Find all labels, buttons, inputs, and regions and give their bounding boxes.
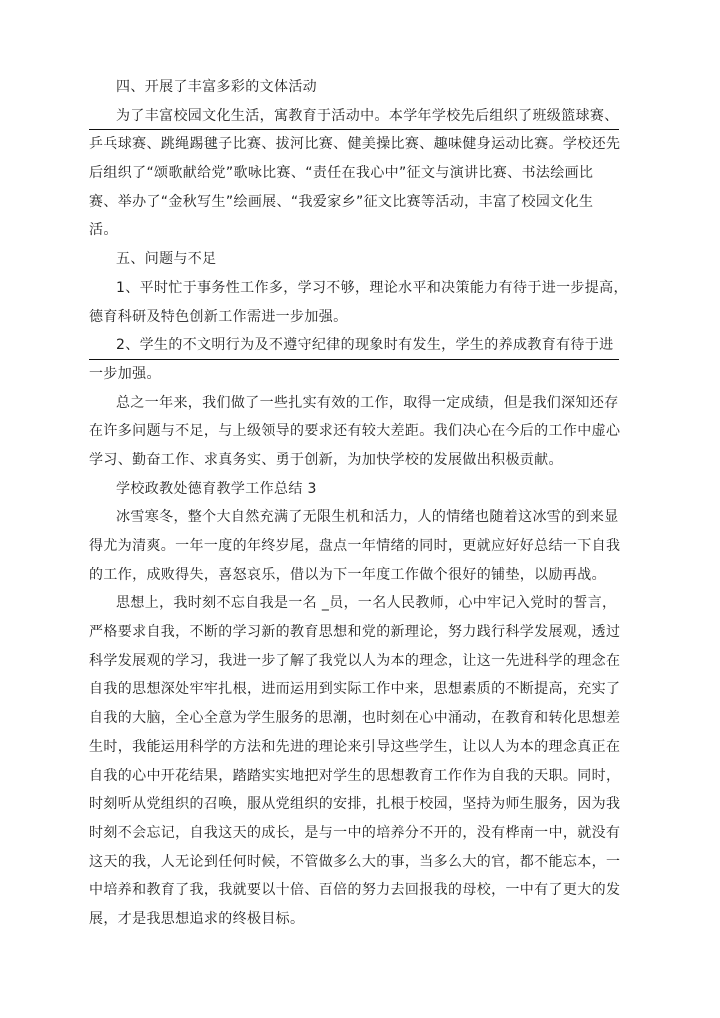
- paragraph-first-line: 五、问题与不足: [116, 251, 217, 268]
- paragraph-line: 自我的思想深处牢牢扎根，进而运用到实际工作中来，思想素质的不断提高，充实了: [89, 681, 621, 698]
- paragraph-first-line: 四、开展了丰富多彩的文体活动: [116, 79, 318, 95]
- paragraph-first-line: 冰雪寒冬，整个大自然充满了无限生机和活力，人的情绪也随着这冰雪的到来显: [116, 509, 619, 526]
- paragraph-line: 赛、举办了“金秋写生”绘画展、“我爱家乡”征文比赛等活动，丰富了校园文化生: [89, 193, 594, 210]
- paragraph-line: 时刻不会忘记，自我这天的成长，是与一中的培养分不开的，没有桦南一中，就没有: [89, 824, 621, 841]
- paragraph-line: 严格要求自我，不断的学习新的教育思想和党的新理论，努力践行科学发展观，透过: [89, 624, 621, 641]
- paragraph-first-line: 1、平时忙于事务性工作多，学习不够，理论水平和决策能力有待于进一步提高，: [116, 279, 628, 296]
- paragraph-line: 学习、勤奋工作、求真务实、勇于创新，为加快学校的发展做出积极贡献。: [89, 451, 563, 468]
- paragraph-first-line: 总之一年来，我们做了一些扎实有效的工作，取得一定成绩，但是我们深知还存: [116, 394, 619, 411]
- paragraph-first-line: 学校政教处德育教学工作总结 3: [116, 480, 317, 497]
- paragraph-line: 中培养和教育了我，我就要以十倍、百倍的努力去回报我的母校，一中有了更大的发: [89, 882, 621, 899]
- paragraph-line: 一步加强。: [89, 365, 161, 382]
- paragraph-line: 后组织了“颂歌献给党”歌咏比赛、“责任在我心中”征文与演讲比赛、书法绘画比: [89, 165, 594, 182]
- paragraph-line: 时刻听从党组织的召唤，服从党组织的安排，扎根于校园，坚持为师生服务，因为我: [89, 796, 621, 813]
- paragraph-line: 生时，我能运用科学的方法和先进的理论来引导这些学生，让以人为本的理念真正在: [89, 738, 621, 755]
- document-page: [89, 73, 628, 934]
- paragraph-line: 活。: [89, 222, 118, 239]
- paragraph-first-line: 思想上，我时刻不忘自我是一名 _员，一名人民教师，心中牢记入党时的誓言，: [116, 595, 617, 612]
- paragraph-line: 在许多问题与不足，与上级领导的要求还有较大差距。我们决心在今后的工作中虚心: [89, 423, 621, 440]
- paragraph-line: 的工作，成败得失，喜怒哀乐，借以为下一年度工作做个很好的铺垫，以励再战。: [89, 566, 606, 583]
- paragraph-line: 科学发展观的学习，我进一步了解了我党以人为本的理念，让这一先进科学的理念在: [89, 652, 621, 669]
- paragraph-line: 展，才是我思想追求的终极目标。: [89, 910, 305, 927]
- paragraph-line: 自我的心中开花结果，踏踏实实地把对学生的思想教育工作作为自我的天职。同时，: [89, 767, 621, 784]
- paragraph-line: 乒乓球赛、跳绳踢毽子比赛、拔河比赛、健美操比赛、趣味健身运动比赛。学校还先: [89, 136, 621, 153]
- paragraph-first-line: 2、学生的不文明行为及不遵守纪律的现象时有发生，学生的养成教育有待于进: [116, 337, 614, 354]
- paragraph-line: 自我的大脑，全心全意为学生服务的思潮，也时刻在心中涌动，在教育和转化思想差: [89, 710, 621, 727]
- paragraph-first-line: 为了丰富校园文化生活，寓教育于活动中。本学年学校先后组织了班级篮球赛、: [116, 107, 619, 124]
- paragraph-line: 得尤为清爽。一年一度的年终岁尾，盘点一年情绪的同时，更就应好好总结一下自我: [89, 538, 621, 554]
- paragraph-line: 这天的我，人无论到任何时候，不管做多么大的事，当多么大的官，都不能忘本，一: [89, 853, 621, 870]
- paragraph-line: 德育科研及特色创新工作需进一步加强。: [89, 308, 348, 325]
